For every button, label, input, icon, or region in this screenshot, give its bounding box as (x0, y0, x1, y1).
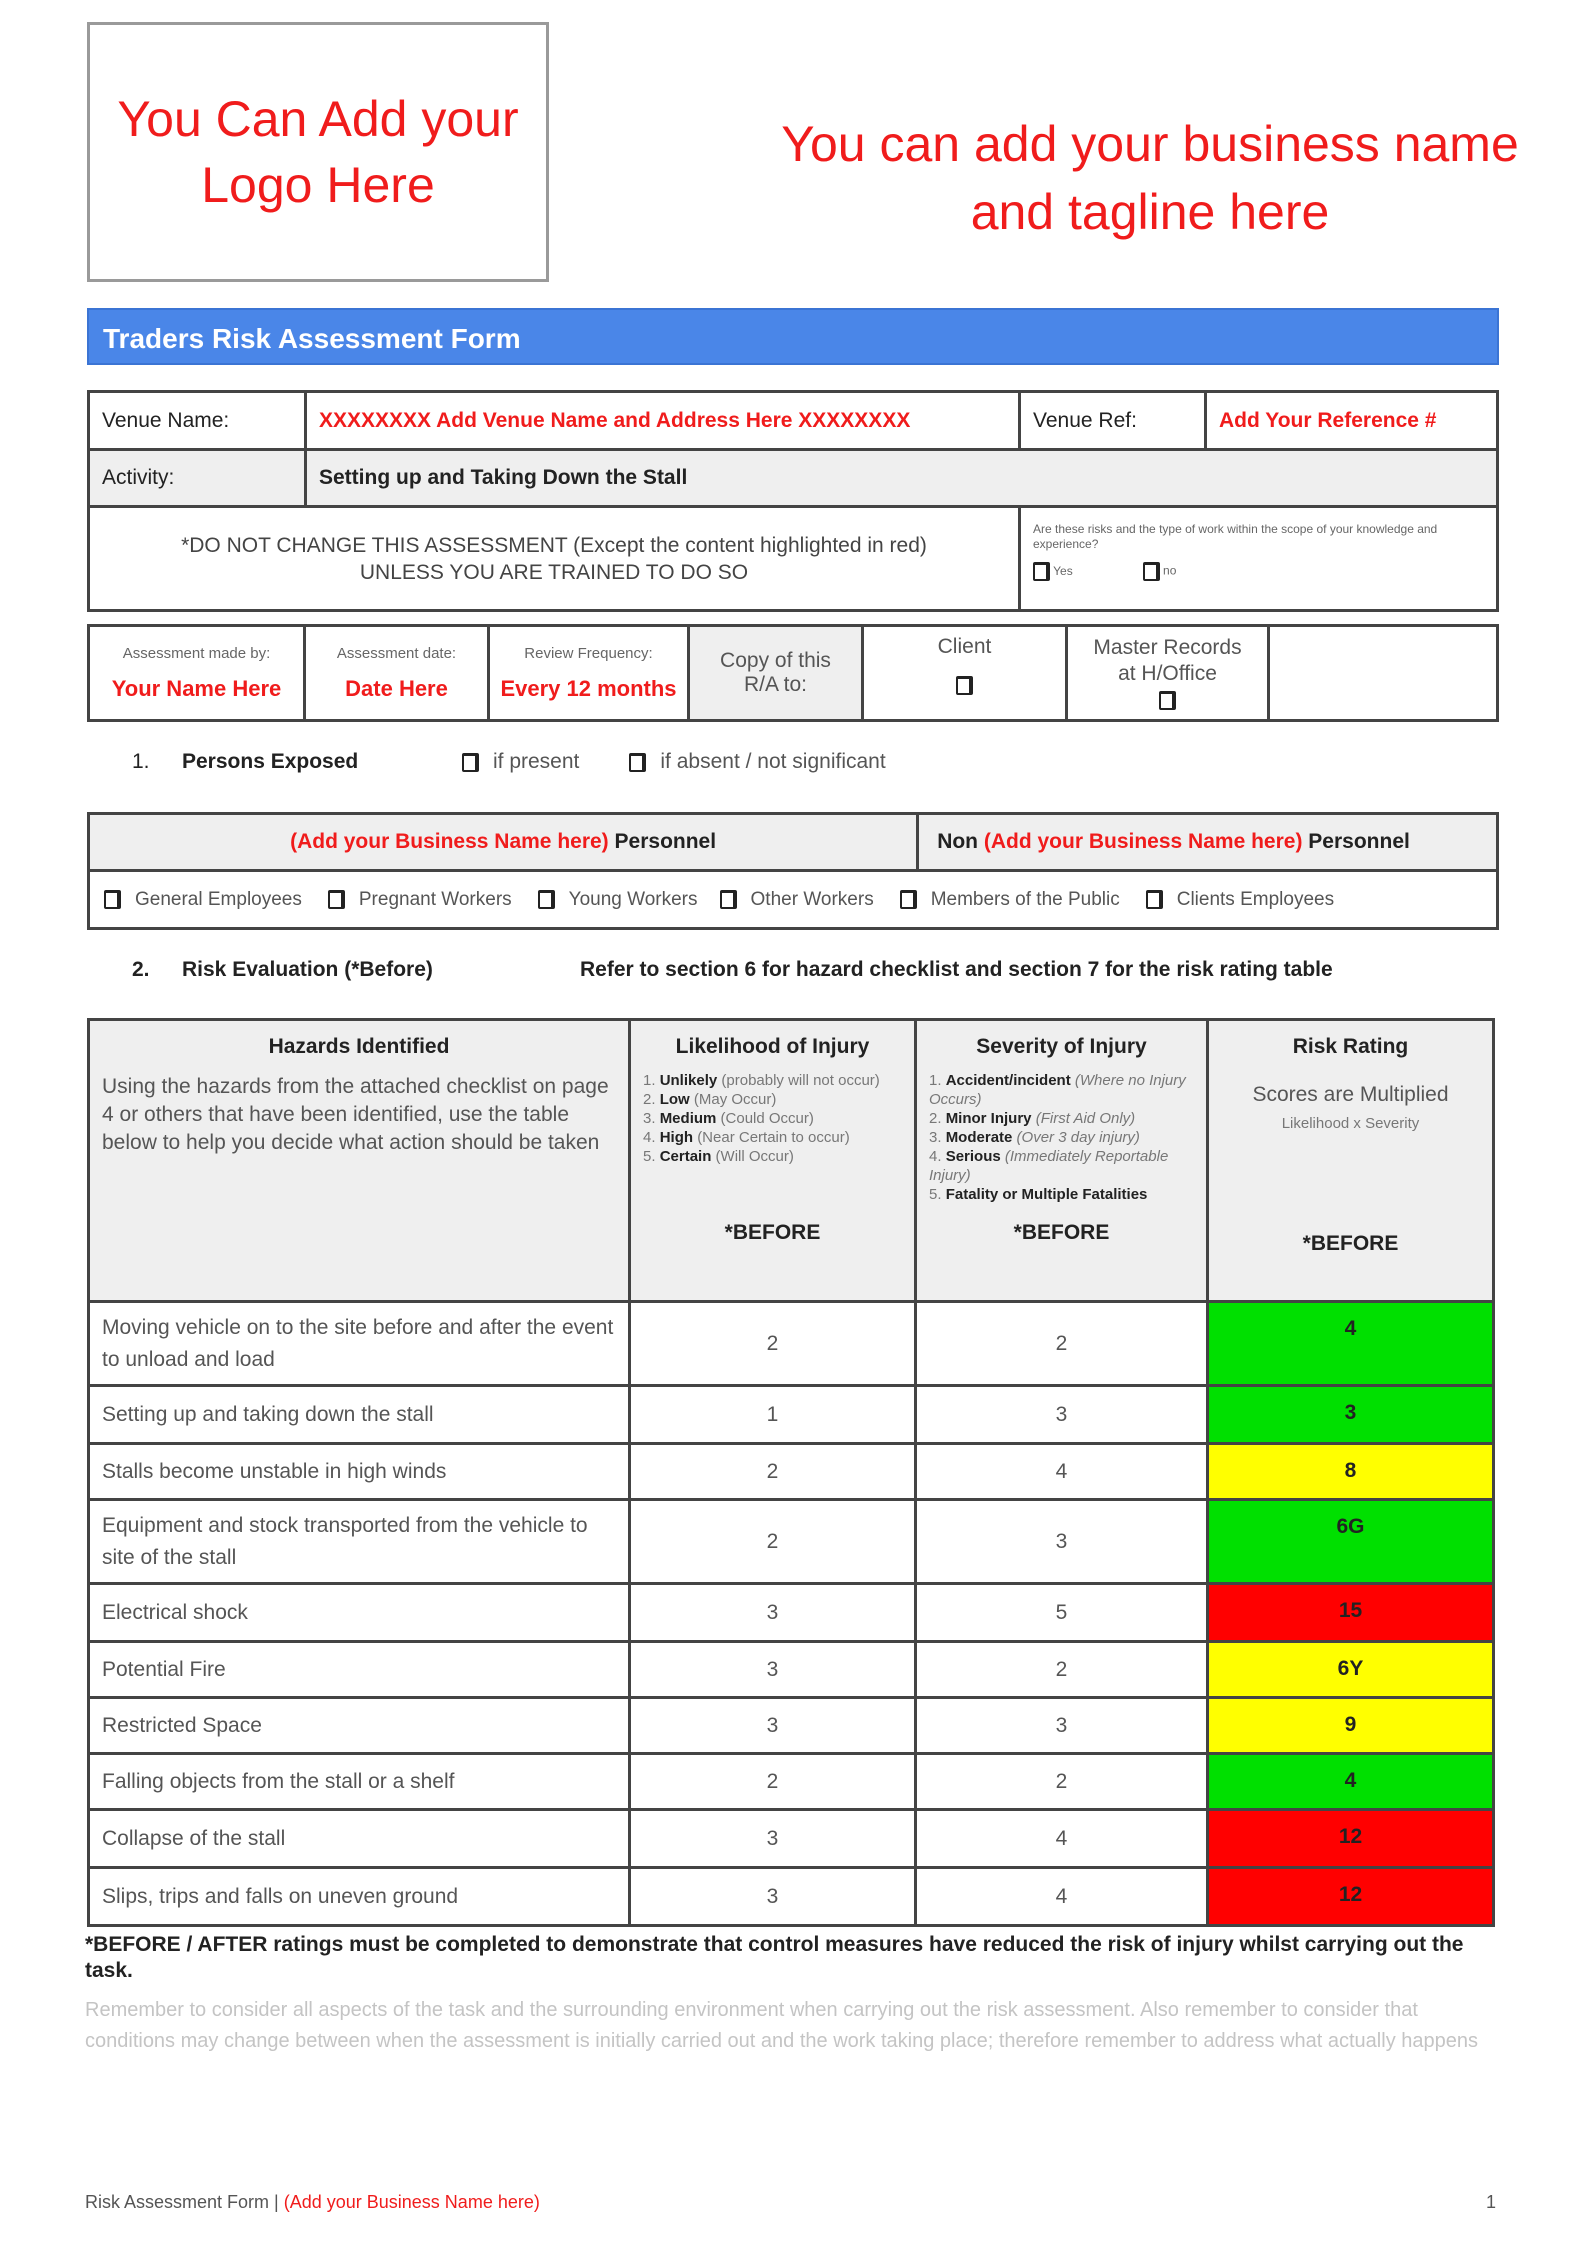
venue-name-label: Venue Name: (89, 392, 306, 450)
legend-item: 4. High (Near Certain to occur) (643, 1129, 850, 1146)
severity-header: Severity of Injury 1. Accident/incident (Where no Injury Occurs) 2. Minor Injury (First Aid Only) 3. Moderate (Over 3 day injury) 4. Serious (Immediately Reportable Injury) 5. Fatality or Multiple Fatalities *BEFORE (916, 1020, 1208, 1302)
form-title: Traders Risk Assessment Form (87, 308, 1499, 365)
business-tagline: You can add your business name and tagline here (781, 116, 1519, 240)
non-personnel-header: Non (Add your Business Name here) Personnel (918, 814, 1498, 871)
severity-cell: 2 (916, 1642, 1208, 1698)
likelihood-cell: 2 (630, 1754, 916, 1810)
hazard-cell: Electrical shock (89, 1584, 630, 1642)
option-checkbox[interactable] (104, 890, 121, 909)
yes-checkbox[interactable] (1033, 562, 1050, 581)
risk-rating-cell: 6G (1208, 1500, 1494, 1584)
legend-item: 3. Medium (Could Occur) (643, 1110, 814, 1127)
present-checkbox[interactable] (462, 753, 479, 772)
severity-cell: 4 (916, 1810, 1208, 1868)
footnote: *BEFORE / AFTER ratings must be completed to demonstrate that control measures have reduced the risk of injury whilst carrying out the task. (85, 1933, 1464, 1982)
likelihood-cell: 3 (630, 1642, 916, 1698)
likelihood-cell: 3 (630, 1584, 916, 1642)
legend-item: 2. Low (May Occur) (643, 1091, 777, 1108)
risk-rating-cell: 12 (1208, 1810, 1494, 1868)
venue-ref-value[interactable]: Add Your Reference # (1206, 392, 1498, 450)
venue-ref-label: Venue Ref: (1020, 392, 1206, 450)
option-checkbox[interactable] (1146, 890, 1163, 909)
master-records-option: Master Records at H/Office (1067, 626, 1269, 721)
absent-checkbox[interactable] (629, 753, 646, 772)
table-row (89, 1584, 1494, 1642)
risk-rating-cell: 9 (1208, 1698, 1494, 1754)
legend-item: 4. Serious (Immediately Reportable Injury) (929, 1148, 1169, 1184)
hazard-cell: Falling objects from the stall or a shelf (89, 1754, 630, 1810)
likelihood-cell: 1 (630, 1386, 916, 1444)
rating-header: Risk Rating Scores are Multiplied Likelihood x Severity *BEFORE (1208, 1020, 1494, 1302)
severity-cell: 3 (916, 1698, 1208, 1754)
footer-text: Risk Assessment Form | (Add your Business Name here) (85, 2192, 540, 2212)
legend-item: 5. Fatality or Multiple Fatalities (929, 1186, 1148, 1203)
legend-item: 5. Certain (Will Occur) (643, 1148, 794, 1165)
client-checkbox[interactable] (956, 676, 973, 695)
logo-placeholder: You Can Add your Logo Here (87, 22, 549, 282)
table-row (89, 1868, 1494, 1926)
table-row (89, 1642, 1494, 1698)
option-checkbox[interactable] (720, 890, 737, 909)
hazard-cell: Stalls become unstable in high winds (89, 1444, 630, 1500)
likelihood-legend (643, 1071, 902, 1221)
table-row (89, 1386, 1494, 1444)
risk-rating-cell: 12 (1208, 1868, 1494, 1926)
client-option: Client (863, 626, 1067, 721)
legend-item: 1. Unlikely (probably will not occur) (643, 1072, 880, 1089)
risk-rating-cell: 15 (1208, 1584, 1494, 1642)
likelihood-cell: 3 (630, 1810, 916, 1868)
severity-cell: 2 (916, 1302, 1208, 1386)
hazard-cell: Moving vehicle on to the site before and after the event to unload and load (89, 1302, 630, 1386)
personnel-table (87, 812, 1499, 930)
master-checkbox[interactable] (1159, 691, 1176, 710)
legend-item: 1. Accident/incident (Where no Injury Occurs) (929, 1072, 1186, 1108)
no-checkbox[interactable] (1143, 562, 1160, 581)
risk-rating-cell: 4 (1208, 1754, 1494, 1810)
legend-item: 2. Minor Injury (First Aid Only) (929, 1110, 1136, 1127)
personnel-options: General Employees Pregnant Workers Young Workers Other Workers Members of the Public Clients Employees (89, 871, 1498, 929)
hazard-cell: Collapse of the stall (89, 1810, 630, 1868)
activity-value[interactable]: Setting up and Taking Down the Stall (306, 450, 1498, 507)
option-checkbox[interactable] (328, 890, 345, 909)
assessment-made-by: Assessment made by: Your Name Here (89, 626, 305, 721)
hazard-cell: Equipment and stock transported from the vehicle to site of the stall (89, 1500, 630, 1584)
persons-exposed-row: 1. Persons Exposed if present if absent / not significant (132, 750, 886, 773)
option-checkbox[interactable] (538, 890, 555, 909)
page-number: 1 (1486, 2192, 1497, 2212)
warning-text: *DO NOT CHANGE THIS ASSESSMENT (Except the content highlighted in red) UNLESS YOU ARE TRAINED TO DO SO (89, 507, 1020, 611)
venue-name-value[interactable]: XXXXXXXX Add Venue Name and Address Here XXXXXXXX (306, 392, 1020, 450)
risk-rating-cell: 4 (1208, 1302, 1494, 1386)
venue-table (87, 390, 1499, 612)
risk-rating-cell: 3 (1208, 1386, 1494, 1444)
hazard-cell: Restricted Space (89, 1698, 630, 1754)
table-row (89, 1754, 1494, 1810)
personnel-header: (Add your Business Name here) Personnel (89, 814, 918, 871)
likelihood-cell: 2 (630, 1500, 916, 1584)
severity-cell: 5 (916, 1584, 1208, 1642)
scope-question: Are these risks and the type of work within the scope of your knowledge and experience? Yes no (1020, 507, 1498, 611)
empty-cell (1269, 626, 1498, 721)
table-row (89, 1810, 1494, 1868)
likelihood-cell: 2 (630, 1444, 916, 1500)
legend-item: 3. Moderate (Over 3 day injury) (929, 1129, 1140, 1146)
severity-legend (929, 1071, 1194, 1221)
risk-rating-cell: 6Y (1208, 1642, 1494, 1698)
assessment-table (87, 624, 1499, 722)
reminder-text: Remember to consider all aspects of the task and the surrounding environment when carrying out the risk assessment. Also remember to consider that conditions may change between when the assessment is initially carried out and the work taking place; therefore remember to address what actually happens (85, 1999, 1478, 2052)
hazards-header: Hazards Identified Using the hazards from the attached checklist on page 4 or others that have been identified, use the table below to help you decide what action should be taken (89, 1020, 630, 1302)
likelihood-cell: 3 (630, 1868, 916, 1926)
severity-cell: 2 (916, 1754, 1208, 1810)
severity-cell: 3 (916, 1500, 1208, 1584)
copy-to-label: Copy of this R/A to: (689, 626, 863, 721)
severity-cell: 3 (916, 1386, 1208, 1444)
table-row (89, 1500, 1494, 1584)
option-checkbox[interactable] (900, 890, 917, 909)
severity-cell: 4 (916, 1444, 1208, 1500)
likelihood-header: Likelihood of Injury 1. Unlikely (probably will not occur) 2. Low (May Occur) 3. Medium (Could Occur) 4. High (Near Certain to occur) 5. Certain (Will Occur) *BEFORE (630, 1020, 916, 1302)
table-row (89, 1698, 1494, 1754)
risk-table (87, 1018, 1495, 1927)
likelihood-cell: 3 (630, 1698, 916, 1754)
table-row (89, 1444, 1494, 1500)
likelihood-cell: 2 (630, 1302, 916, 1386)
assessment-date: Assessment date: Date Here (305, 626, 489, 721)
hazard-cell: Potential Fire (89, 1642, 630, 1698)
hazard-cell: Setting up and taking down the stall (89, 1386, 630, 1444)
hazard-cell: Slips, trips and falls on uneven ground (89, 1868, 630, 1926)
activity-label: Activity: (89, 450, 306, 507)
risk-rating-cell: 8 (1208, 1444, 1494, 1500)
review-frequency: Review Frequency: Every 12 months (489, 626, 689, 721)
severity-cell: 4 (916, 1868, 1208, 1926)
risk-evaluation-heading: 2. Risk Evaluation (*Before) Refer to section 6 for hazard checklist and section 7 for the risk rating table (132, 958, 1333, 981)
table-row (89, 1302, 1494, 1386)
